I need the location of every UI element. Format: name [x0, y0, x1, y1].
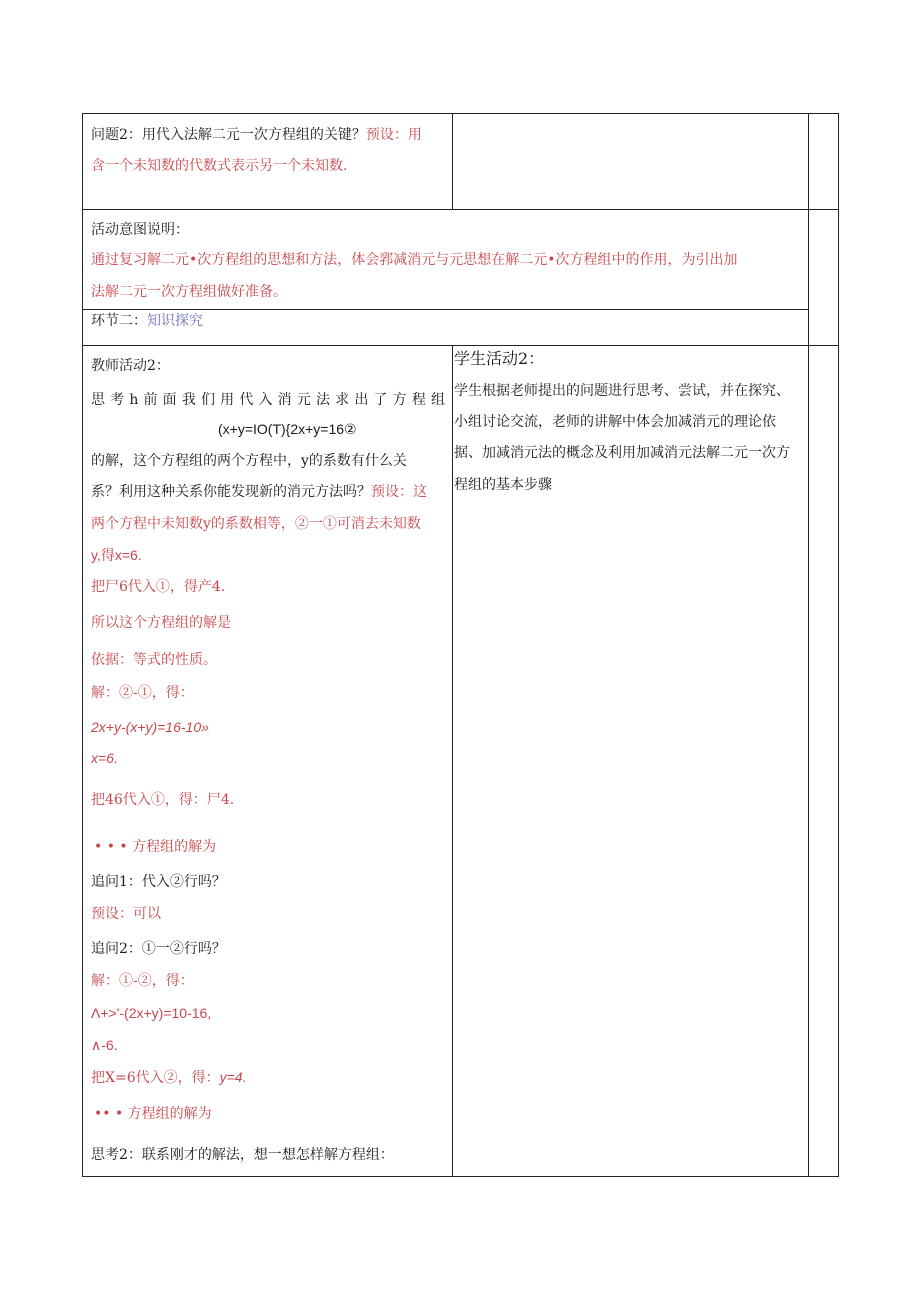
solution-2-equation-1: Λ+>'-(2x+y)=10-16, — [91, 1005, 212, 1021]
solution-2-substitute-text: 把X=6代入②，得： — [91, 1070, 220, 1086]
section-label-prefix: 环节二： — [91, 313, 147, 329]
solution-is: 所以这个方程组的解是 — [91, 615, 231, 631]
think-1-question: 系？利用这种关系你能发现新的消元方法吗？ — [91, 484, 371, 500]
rule-row3-bottom — [82, 345, 838, 346]
student-activity-line-4: 程组的基本步骤 — [454, 477, 552, 493]
solution-2-result: y=4. — [219, 1069, 247, 1085]
rule-mid-upper — [452, 113, 453, 210]
preset-line-c: y,得x=6. — [91, 547, 142, 563]
solution-1-substitute: 把46代入①，得：尸4. — [91, 792, 235, 808]
substitute-step: 把尸6代入①，得产4. — [91, 579, 226, 595]
section-label — [91, 312, 203, 330]
preset-label: 预设：这 — [371, 484, 427, 500]
solution-2-substitute — [91, 1068, 246, 1087]
follow-up-1: 追问1：代入②行吗？ — [91, 874, 226, 890]
question-2-text: 用代入法解二元一次方程组的关键？ — [141, 127, 366, 143]
rule-bottom — [82, 1176, 838, 1177]
rule-row1-bottom — [82, 209, 838, 210]
solution-2-head: 解：①-②，得： — [91, 973, 194, 989]
follow-up-2: 追问2：①一②行吗？ — [91, 941, 226, 957]
solution-1-equation-2: x=6. — [91, 750, 118, 766]
student-activity-line-3: 据、加减消元法的概念及利用加减消元法解二元一次方 — [454, 445, 790, 461]
question-2-preset-cont: 含一个未知数的代数式表示另一个未知数. — [91, 158, 348, 174]
rule-inner-right — [808, 113, 809, 1177]
solution-1-conclusion: • • • 方程组的解为 — [94, 839, 217, 855]
preset-line-b: 两个方程中未知数y的系数相等，②一①可消去未知数 — [91, 516, 421, 532]
rule-right — [838, 113, 839, 1177]
activity-intent-title: 活动意图说明： — [91, 222, 189, 238]
solution-1-head: 解：②-①，得： — [91, 685, 194, 701]
basis: 依据：等式的性质。 — [91, 652, 217, 668]
think-1-line-b: 的解，这个方程组的两个方程中，y的系数有什么关 — [91, 453, 407, 469]
student-activity-heading: 学生活动2： — [454, 349, 545, 368]
rule-mid-lower — [452, 345, 453, 1177]
think-1-line-c — [91, 483, 427, 501]
solution-1-equation-1: 2x+y-(x+y)=16-10» — [91, 719, 209, 735]
teacher-activity-heading: 教师活动2： — [91, 358, 170, 374]
question-2-preset: 预设：用 — [365, 127, 422, 143]
solution-2-equation-2: ∧-6. — [91, 1037, 118, 1053]
activity-intent-line-1: 通过复习解二元•次方程组的思想和方法，体会郛减消元与元思想在解二元•次方程组中的作用，为引出加 — [91, 252, 738, 268]
rule-top — [82, 113, 838, 114]
think-2: 思考2：联系刚才的解法，想一想怎样解方程组： — [91, 1147, 394, 1163]
rule-row2-bottom — [82, 309, 808, 310]
follow-up-1-answer: 预设：可以 — [91, 906, 161, 922]
section-label-value: 知识探究 — [147, 313, 203, 329]
equation-system: (x+y=IO(T){2x+y=16② — [218, 421, 357, 437]
student-activity-line-2: 小组讨论交流，老师的讲解中体会加减消元的理论依 — [454, 414, 776, 430]
solution-2-conclusion: •• • 方程组的解为 — [94, 1106, 212, 1122]
question-2 — [91, 126, 422, 144]
activity-intent-line-2: 法解二元一次方程组做好准备。 — [91, 284, 287, 300]
think-1-line-a: 思考h前面我们用代入消元法求出了方程组 — [91, 392, 445, 408]
student-activity-line-1: 学生根据老师提出的问题进行思考、尝试，并在探究、 — [454, 383, 790, 399]
question-2-label: 问题2： — [91, 127, 142, 143]
rule-left — [82, 113, 83, 1177]
